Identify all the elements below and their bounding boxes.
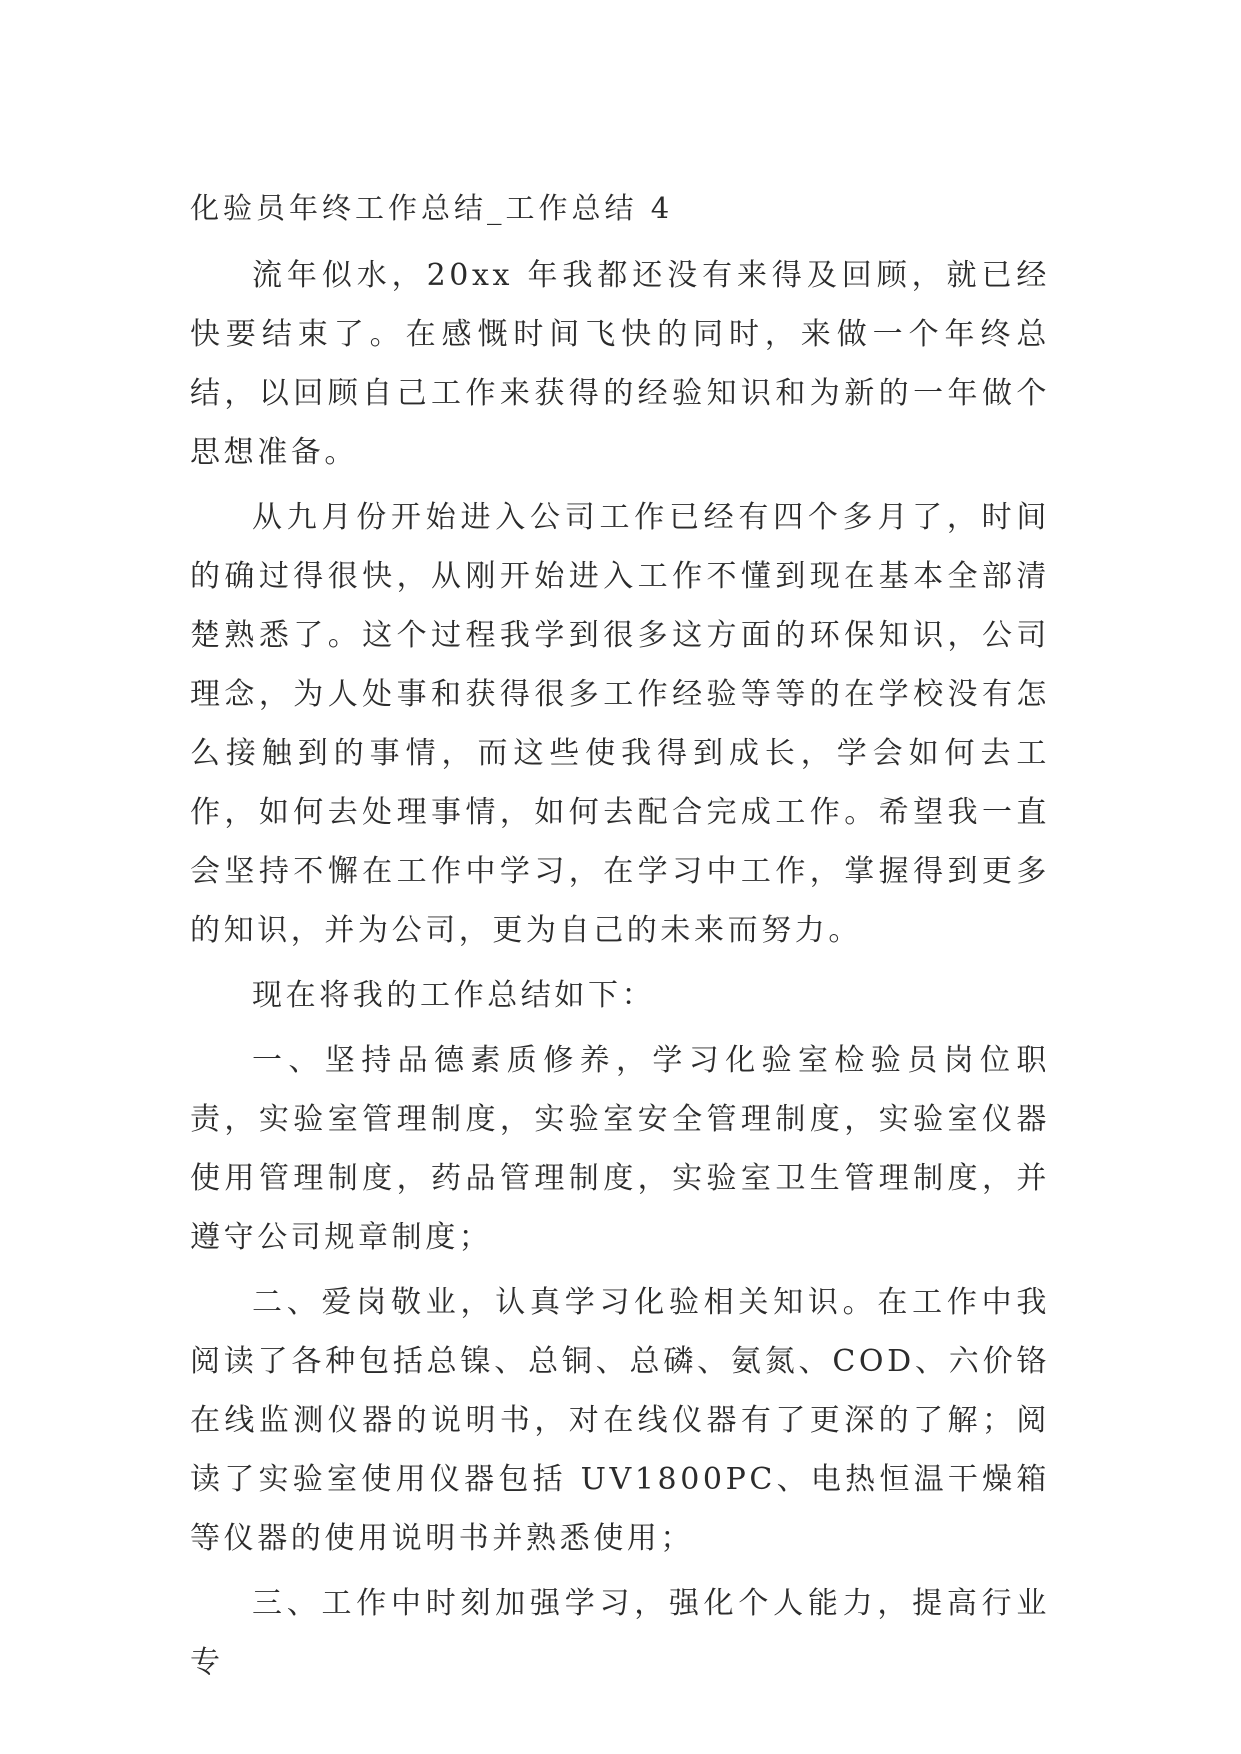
paragraph-experience: 从九月份开始进入公司工作已经有四个多月了，时间的确过得很快，从刚开始进入工作不懂到现在基本全部清楚熟悉了。这个过程我学到很多这方面的环保知识，公司理念，为人处事和获得很多工作经验等等的在学校没有怎么接触到的事情，而这些使我得到成长，学会如何去工作，如何去处理事情，如何去配合完成工作。希望我一直会坚持不懈在工作中学习，在学习中工作，掌握得到更多的知识，并为公司，更为自己的未来而努力。 (190, 500, 1050, 948)
document-title: 化验员年终工作总结_工作总结 4 (190, 191, 674, 225)
paragraph-intro: 流年似水，20xx 年我都还没有来得及回顾，就已经快要结束了。在感慨时间飞快的同时，来做一个年终总结，以回顾自己工作来获得的经验知识和为新的一年做个思想准备。 (190, 258, 1050, 470)
paragraph-item-1: 一、坚持品德素质修养，学习化验室检验员岗位职责，实验室管理制度，实验室安全管理制度，实验室仪器使用管理制度，药品管理制度，实验室卫生管理制度，并遵守公司规章制度； (190, 1043, 1050, 1255)
document-body (190, 188, 1050, 1698)
paragraph-summary-lead: 现在将我的工作总结如下： (252, 978, 656, 1013)
paragraph-item-2: 二、爱岗敬业，认真学习化验相关知识。在工作中我阅读了各种包括总镍、总铜、总磷、氨氮、COD、六价铬在线监测仪器的说明书，对在线仪器有了更深的了解；阅读了实验室使用仪器包括 UV1800PC、电热恒温干燥箱等仪器的使用说明书并熟悉使用； (190, 1285, 1050, 1556)
paragraph-item-3: 三、工作中时刻加强学习，强化个人能力，提高行业专 (190, 1586, 1050, 1680)
